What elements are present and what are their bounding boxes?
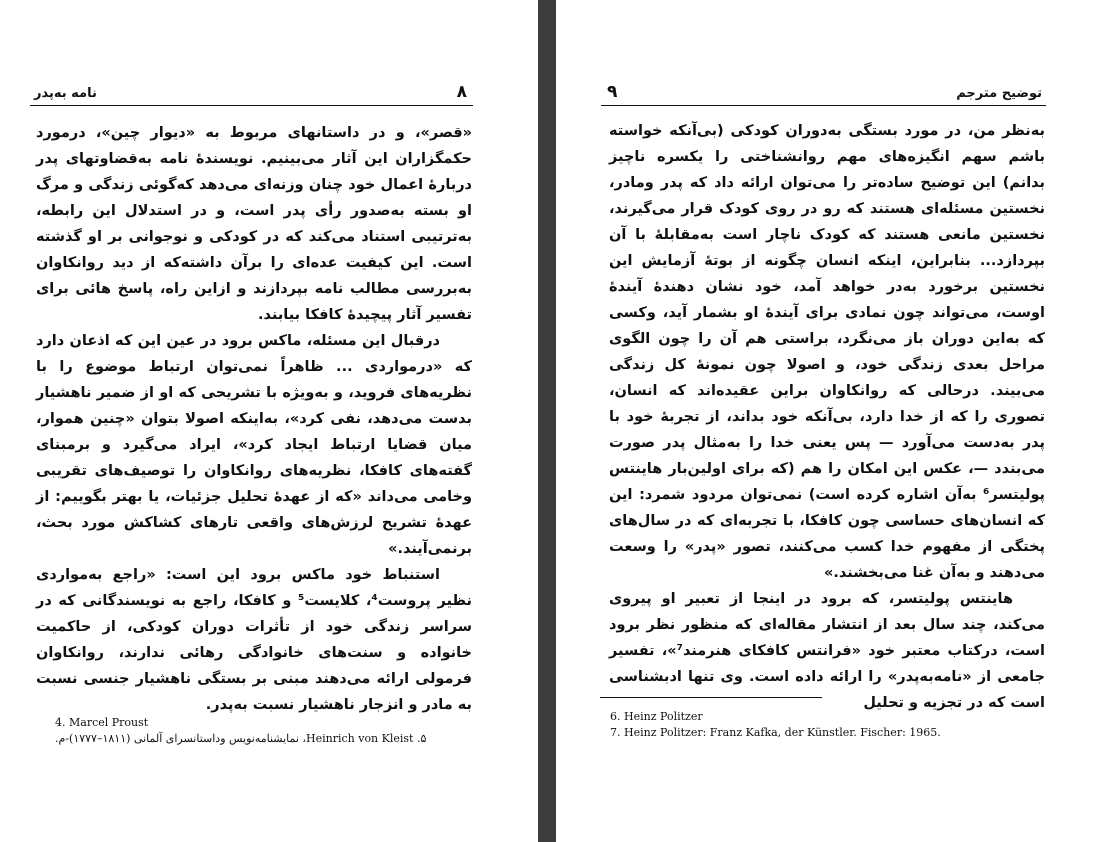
right-page-body — [609, 118, 1045, 716]
book-spine — [538, 0, 556, 842]
footnote: 4. Marcel Proust — [55, 716, 149, 729]
left-footnotes — [55, 715, 475, 747]
paragraph: «قصر»، و در داستانهای مربوط به «دیوار چین»، درمورد حکمگزاران این آثار می‌بینیم. نویسندهٔ نامه به‌قضاوتهای پدر دربارهٔ اعمال خود چنان وزنه‌ای می‌دهد که‌گوئی زندگی و مرگ او بسته به‌صدور رأی پدر است، و در استدلال این رابطه، به‌ترتیبی استناد می‌کند که در کودکی و نوجوانی بر او گذشته است. این کیفیت عده‌ای را برآن داشته‌که از دید روانکاوان به‌بررسی مطالب نامه بپردازند و ازاین راه، پاسخ هائی برای تفسیر آثار پیچیدهٔ کافکا بیابند. — [36, 125, 472, 323]
right-footnotes — [610, 709, 1040, 741]
right-page-header — [601, 79, 1046, 106]
paragraph: هاینتس پولیتسر، که برود در اینجا از تعبیر او پیروی می‌کند، چند سال بعد از انتشار مقاله‌ای که منظور نظر برود است، درکتاب معتبر خود «فرانتس کافکای هنرمند⁷»، تفسیر جامعی از «نامه‌به‌پدر» را ارائه داده است. وی تنها ادبشناسی است که در تجزیه و تحلیل — [609, 591, 1045, 711]
paragraph: به‌نظر من، در مورد بستگی به‌دوران کودکی (بی‌آنکه خواسته باشم سهم انگیزه‌های مهم روانشناختی را یکسره ناچیز بدانم) این توضیح ساده‌تر را می‌توان ارائه داد که پدر ومادر، نخستین مسئله‌ای هستند که رو در روی کودک قرار می‌گیرند، نخستین مانعی هستند که کودک ناچار است به‌مقابلهٔ با آن بپردازد... بنابراین، اینکه انسان چگونه از بوتهٔ آزمایش این نخستین برخورد به‌در خواهد آمد، خود نشان دهندهٔ آیندهٔ اوست، می‌تواند چون نمادی برای آیندهٔ او بشمار آید، وکسی که به‌این دوران باز می‌نگرد، براستی هم آن را چون الگوی مراحل بعدی زندگی خود، و اصولا چون نمونهٔ کل زندگی می‌بیند. درحالی که روانکاوان براین عقیده‌اند که انسان، تصوری را که از خدا دارد، بی‌آنکه خود بداند، از تجربهٔ خود با پدر به‌دست می‌آورد — پس یعنی خدا را به‌مثال پدر صورت می‌بندد —، عکس این امکان را هم (که برای اولین‌بار هاینتس پولیتسر⁶ به‌آن اشاره کرده است) نمی‌توان مردود شمرد: این که انسان‌های حساسی چون کافکا، با تجربه‌ای که در سال‌های پختگی از مفهوم خدا کسب می‌کنند، تصور «پدر» را وسعت می‌دهند و به‌آن غنا می‌بخشند.» — [609, 123, 1045, 581]
left-page-number: ۸ — [456, 82, 467, 102]
left-running-title: نامه به‌پدر — [34, 86, 97, 101]
paragraph: درقبال این مسئله، ماکس برود در عین این که اذعان دارد که «درمواردی ... ظاهراً نمی‌توان ارتباط موضوع را با نظریه‌های فروید، و به‌ویژه با تشریحی که او از ضمیر ناهشیار بدست می‌دهد، نفی کرد»، به‌اینکه اصولا بتوان «چنین هموار، میان قضایا ارتباط ایجاد کرد»، ایراد می‌گیرد و برمبنای گفته‌های کافکا، نظریه‌های روانکاوان را توصیف‌های تقریبی وخامی می‌داند «که از عهدهٔ تحلیل جزئیات، یا بهتر بگوییم: از عهدهٔ تشریح لرزش‌های واقعی تارهای کشاکش مورد بحث، برنمی‌آیند.» — [36, 333, 472, 557]
footnote: 6. Heinz Politzer — [610, 710, 703, 723]
left-page — [0, 0, 538, 842]
right-page — [556, 0, 1099, 842]
left-page-header — [30, 79, 473, 106]
footnote: ۵. Heinrich von Kleist، نمایشنامه‌نویس وداستانسرای آلمانی (۱۸۱۱–۱۷۷۷)-م. — [55, 732, 427, 745]
left-page-body — [36, 120, 472, 718]
paragraph: استنباط خود ماکس برود این است: «راجع به‌مواردی نظیر پروست⁴، کلایست⁵ و کافکا، راجع به نویسندگانی که در سراسر زندگی خود از تأثرات دوران کودکی، از حاکمیت خانواده و سنت‌های خانوادگی رهائی ندارند، روانکاوان فرمولی ارائه می‌دهند مبنی بر بستگی ناهشیار جنسی نسبت به مادر و انزجار ناهشیار نسبت به‌پدر. — [36, 567, 472, 713]
right-page-number: ۹ — [607, 82, 618, 102]
footnote-divider — [600, 697, 822, 698]
right-running-title: توضیح مترجم — [956, 86, 1042, 101]
footnote: 7. Heinz Politzer: Franz Kafka, der Künstler. Fischer: 1965. — [610, 726, 941, 739]
